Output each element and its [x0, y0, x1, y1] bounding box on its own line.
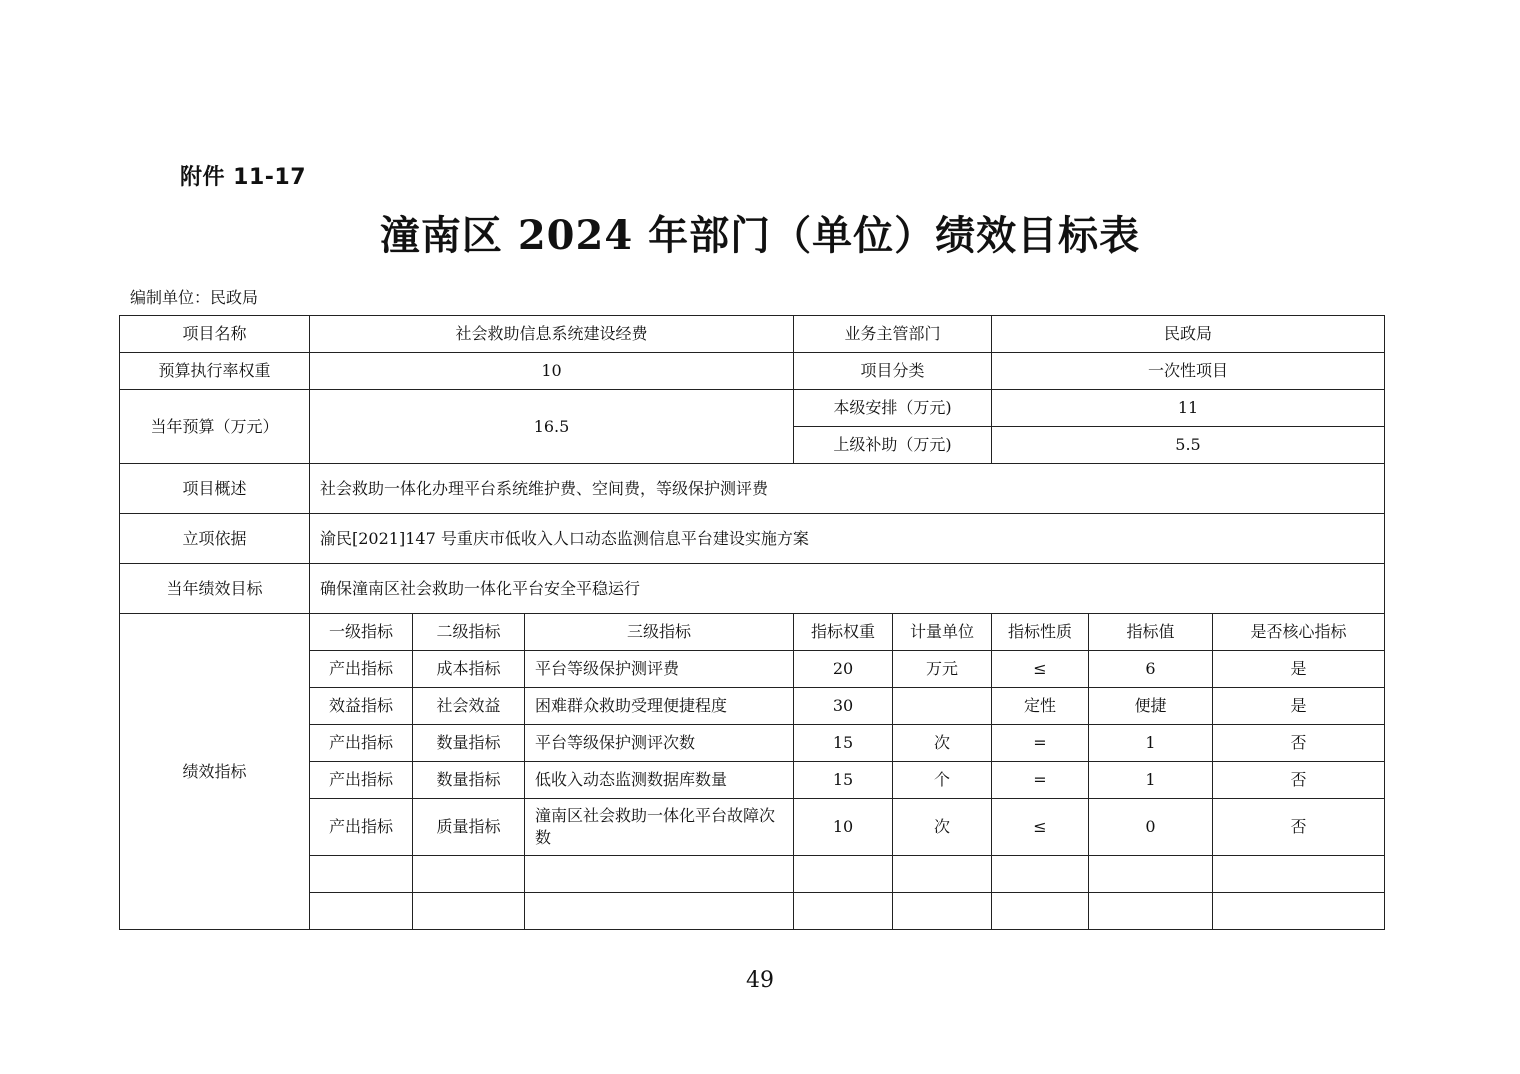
indicator-header-row: [120, 614, 1385, 651]
value-cell: 便捷: [1089, 688, 1213, 725]
nature-cell: 定性: [992, 688, 1089, 725]
nature-cell: ≤: [992, 799, 1089, 856]
table-row: [120, 464, 1385, 514]
basis-value: 渝民[2021]147 号重庆市低收入人口动态监测信息平台建设实施方案: [310, 514, 1385, 564]
unit-cell: 次: [893, 799, 992, 856]
unit-cell: 次: [893, 725, 992, 762]
page-number: 49: [746, 968, 774, 993]
weight-cell: 15: [794, 762, 893, 799]
upper-label: 上级补助（万元): [794, 427, 992, 464]
nature-cell: =: [992, 762, 1089, 799]
basis-label: 立项依据: [120, 514, 310, 564]
header-cell: 二级指标: [413, 614, 525, 651]
header-cell: 是否核心指标: [1213, 614, 1385, 651]
nature-cell: =: [992, 725, 1089, 762]
level3-cell: 困难群众救助受理便捷程度: [525, 688, 794, 725]
header-cell: 三级指标: [525, 614, 794, 651]
level2-cell: 社会效益: [413, 688, 525, 725]
unit-cell: 个: [893, 762, 992, 799]
performance-target-table: [119, 315, 1385, 930]
core-cell: 是: [1213, 651, 1385, 688]
core-cell: 是: [1213, 688, 1385, 725]
compiling-unit: 编制单位：民政局: [130, 288, 259, 307]
indicator-row: [120, 688, 1385, 725]
weight-value: 10: [310, 353, 794, 390]
level1-cell: 产出指标: [310, 762, 413, 799]
overview-value: 社会救助一体化办理平台系统维护费、空间费，等级保护测评费: [310, 464, 1385, 514]
table-row: [120, 514, 1385, 564]
dept-label: 业务主管部门: [794, 316, 992, 353]
local-value: 11: [992, 390, 1385, 427]
header-cell: 指标权重: [794, 614, 893, 651]
budget-label: 当年预算（万元）: [120, 390, 310, 464]
level2-cell: 数量指标: [413, 762, 525, 799]
weight-cell: 10: [794, 799, 893, 856]
level1-cell: 效益指标: [310, 688, 413, 725]
project-name-value: 社会救助信息系统建设经费: [310, 316, 794, 353]
budget-value: 16.5: [310, 390, 794, 464]
weight-cell: 20: [794, 651, 893, 688]
unit-cell: [893, 688, 992, 725]
attachment-label: 附件 11-17: [180, 165, 307, 190]
local-label: 本级安排（万元): [794, 390, 992, 427]
level3-cell: 平台等级保护测评费: [525, 651, 794, 688]
value-cell: 0: [1089, 799, 1213, 856]
level2-cell: 数量指标: [413, 725, 525, 762]
unit-cell: 万元: [893, 651, 992, 688]
level1-cell: 产出指标: [310, 725, 413, 762]
goal-value: 确保潼南区社会救助一体化平台安全平稳运行: [310, 564, 1385, 614]
table-row: [120, 564, 1385, 614]
level3-cell: 低收入动态监测数据库数量: [525, 762, 794, 799]
level2-cell: 成本指标: [413, 651, 525, 688]
core-cell: 否: [1213, 762, 1385, 799]
weight-cell: 30: [794, 688, 893, 725]
nature-cell: ≤: [992, 651, 1089, 688]
category-label: 项目分类: [794, 353, 992, 390]
value-cell: 1: [1089, 762, 1213, 799]
level3-cell: 潼南区社会救助一体化平台故障次数: [525, 799, 794, 856]
dept-value: 民政局: [992, 316, 1385, 353]
core-cell: 否: [1213, 725, 1385, 762]
overview-label: 项目概述: [120, 464, 310, 514]
core-cell: 否: [1213, 799, 1385, 856]
indicator-row: [120, 651, 1385, 688]
indicator-section-label: 绩效指标: [120, 614, 310, 930]
header-cell: 指标性质: [992, 614, 1089, 651]
indicator-row: [120, 725, 1385, 762]
project-name-label: 项目名称: [120, 316, 310, 353]
upper-value: 5.5: [992, 427, 1385, 464]
table-row: [120, 353, 1385, 390]
empty-row: [120, 856, 1385, 893]
value-cell: 1: [1089, 725, 1213, 762]
weight-cell: 15: [794, 725, 893, 762]
table-row: [120, 316, 1385, 353]
header-cell: 一级指标: [310, 614, 413, 651]
level3-cell: 平台等级保护测评次数: [525, 725, 794, 762]
weight-label: 预算执行率权重: [120, 353, 310, 390]
level2-cell: 质量指标: [413, 799, 525, 856]
empty-row: [120, 893, 1385, 930]
level1-cell: 产出指标: [310, 651, 413, 688]
header-cell: 指标值: [1089, 614, 1213, 651]
goal-label: 当年绩效目标: [120, 564, 310, 614]
level1-cell: 产出指标: [310, 799, 413, 856]
indicator-row: [120, 762, 1385, 799]
header-cell: 计量单位: [893, 614, 992, 651]
indicator-row: [120, 799, 1385, 856]
table-row: [120, 390, 1385, 427]
category-value: 一次性项目: [992, 353, 1385, 390]
page-title: 潼南区 2024 年部门（单位）绩效目标表: [379, 212, 1141, 259]
value-cell: 6: [1089, 651, 1213, 688]
